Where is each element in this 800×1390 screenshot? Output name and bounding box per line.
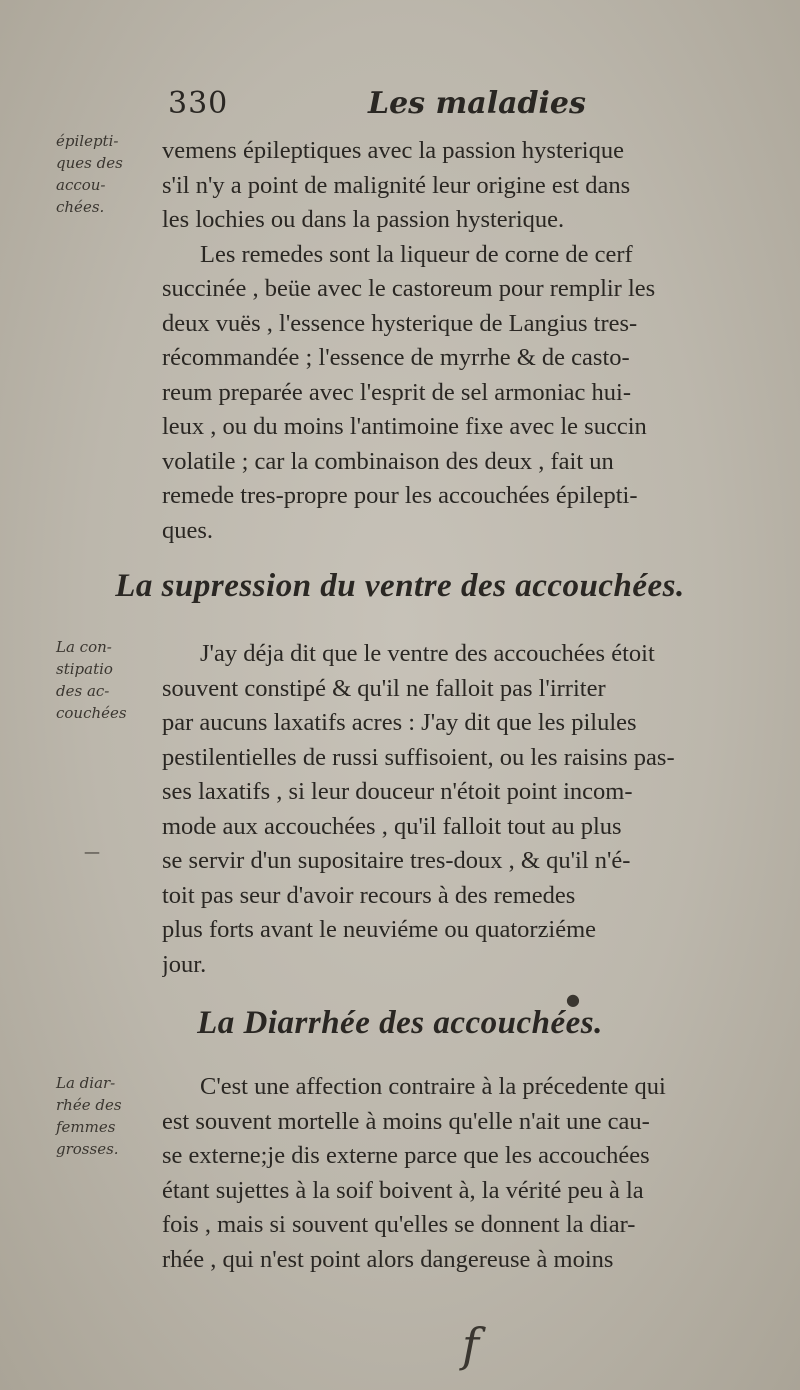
section-heading-diarrhea: La Diarrhée des accouchées. <box>197 1005 603 1041</box>
margin-note-line: ques des <box>56 154 123 172</box>
text-line: les lochies ou dans la passion hysterique. <box>162 206 565 233</box>
text-line: toit pas seur d'avoir recours à des remedes <box>162 881 576 909</box>
text-line: est souvent mortelle à moins qu'elle n'ait une cau- <box>162 1107 650 1135</box>
margin-note-line: épilepti- <box>56 132 119 150</box>
text-block-diarrhea <box>162 1070 774 1277</box>
margin-note-line: des ac- <box>56 682 110 700</box>
text-line: récommandée ; l'essence de myrrhe & de casto- <box>162 344 630 371</box>
text-line: leux , ou du moins l'antimoine fixe avec le succin <box>162 413 647 440</box>
text-line: s'il n'y a point de malignité leur origine est dans <box>162 171 631 199</box>
margin-note-constipation <box>56 636 166 724</box>
text-line: mode aux accouchées , qu'il falloit tout au plus <box>162 812 622 840</box>
text-line: succinée , beüe avec le castoreum pour remplir les <box>162 275 656 302</box>
text-line: rhée , qui n'est point alors dangereuse à moins <box>162 1245 614 1273</box>
text-line: souvent constipé & qu'il ne falloit pas l'irriter <box>162 674 606 702</box>
page-header <box>0 86 800 136</box>
text-line: deux vuës , l'essence hysterique de Langius tres- <box>162 309 638 337</box>
text-line: volatile ; car la combinaison des deux , fait un <box>162 447 614 475</box>
section-heading-constipation: La supression du ventre des accouchées. <box>115 568 685 604</box>
text-line: reum preparée avec l'esprit de sel armoniac hui- <box>162 378 632 406</box>
text-line: ses laxatifs , si leur douceur n'étoit point incom- <box>162 778 633 805</box>
text-line: se servir d'un supositaire tres-doux , & qu'il n'é- <box>162 847 631 874</box>
text-line: pestilentielles de russi suffisoient, ou les raisins pas- <box>162 743 675 771</box>
margin-note-line: La con- <box>56 638 112 656</box>
margin-note-line: stipatio <box>56 660 113 678</box>
text-line: fois , mais si souvent qu'elles se donnent la diar- <box>162 1211 636 1238</box>
text-line: étant sujettes à la soif boivent à, la vérité peu à la <box>162 1176 644 1204</box>
text-line: jour. <box>162 950 207 978</box>
text-block-epilepsy <box>162 134 774 548</box>
text-line: vemens épileptiques avec la passion hysterique <box>162 137 624 164</box>
catchword: f <box>462 1318 480 1372</box>
margin-note-line: grosses. <box>56 1140 119 1158</box>
text-line: remede tres-propre pour les accouchées épilepti- <box>162 482 638 509</box>
running-head: Les maladies <box>368 86 586 121</box>
margin-note-line: La diar- <box>56 1074 116 1092</box>
text-line: C'est une affection contraire à la précedente qui <box>200 1073 666 1100</box>
text-line: Les remedes sont la liqueur de corne de cerf <box>200 240 633 268</box>
ornament-mark: ● <box>566 990 580 1009</box>
margin-note-line: chées. <box>56 198 105 216</box>
margin-note-line: couchées <box>56 704 127 722</box>
margin-note-line: accou- <box>56 176 106 194</box>
text-block-constipation <box>162 637 774 982</box>
text-line: se externe;je dis externe parce que les accouchées <box>162 1142 650 1169</box>
margin-dash: — <box>84 842 100 861</box>
margin-note-line: femmes <box>56 1118 116 1136</box>
text-line: plus forts avant le neuviéme ou quatorziéme <box>162 916 597 943</box>
text-line: ques. <box>162 516 214 544</box>
text-line: par aucuns laxatifs acres : J'ay dit que les pilules <box>162 709 637 736</box>
text-line: J'ay déja dit que le ventre des accouchées étoit <box>200 640 655 667</box>
margin-note-diarrhea <box>56 1072 166 1160</box>
margin-note-line: rhée des <box>56 1096 122 1114</box>
page-number: 330 <box>168 86 229 121</box>
margin-note-epilepsy <box>56 130 166 218</box>
